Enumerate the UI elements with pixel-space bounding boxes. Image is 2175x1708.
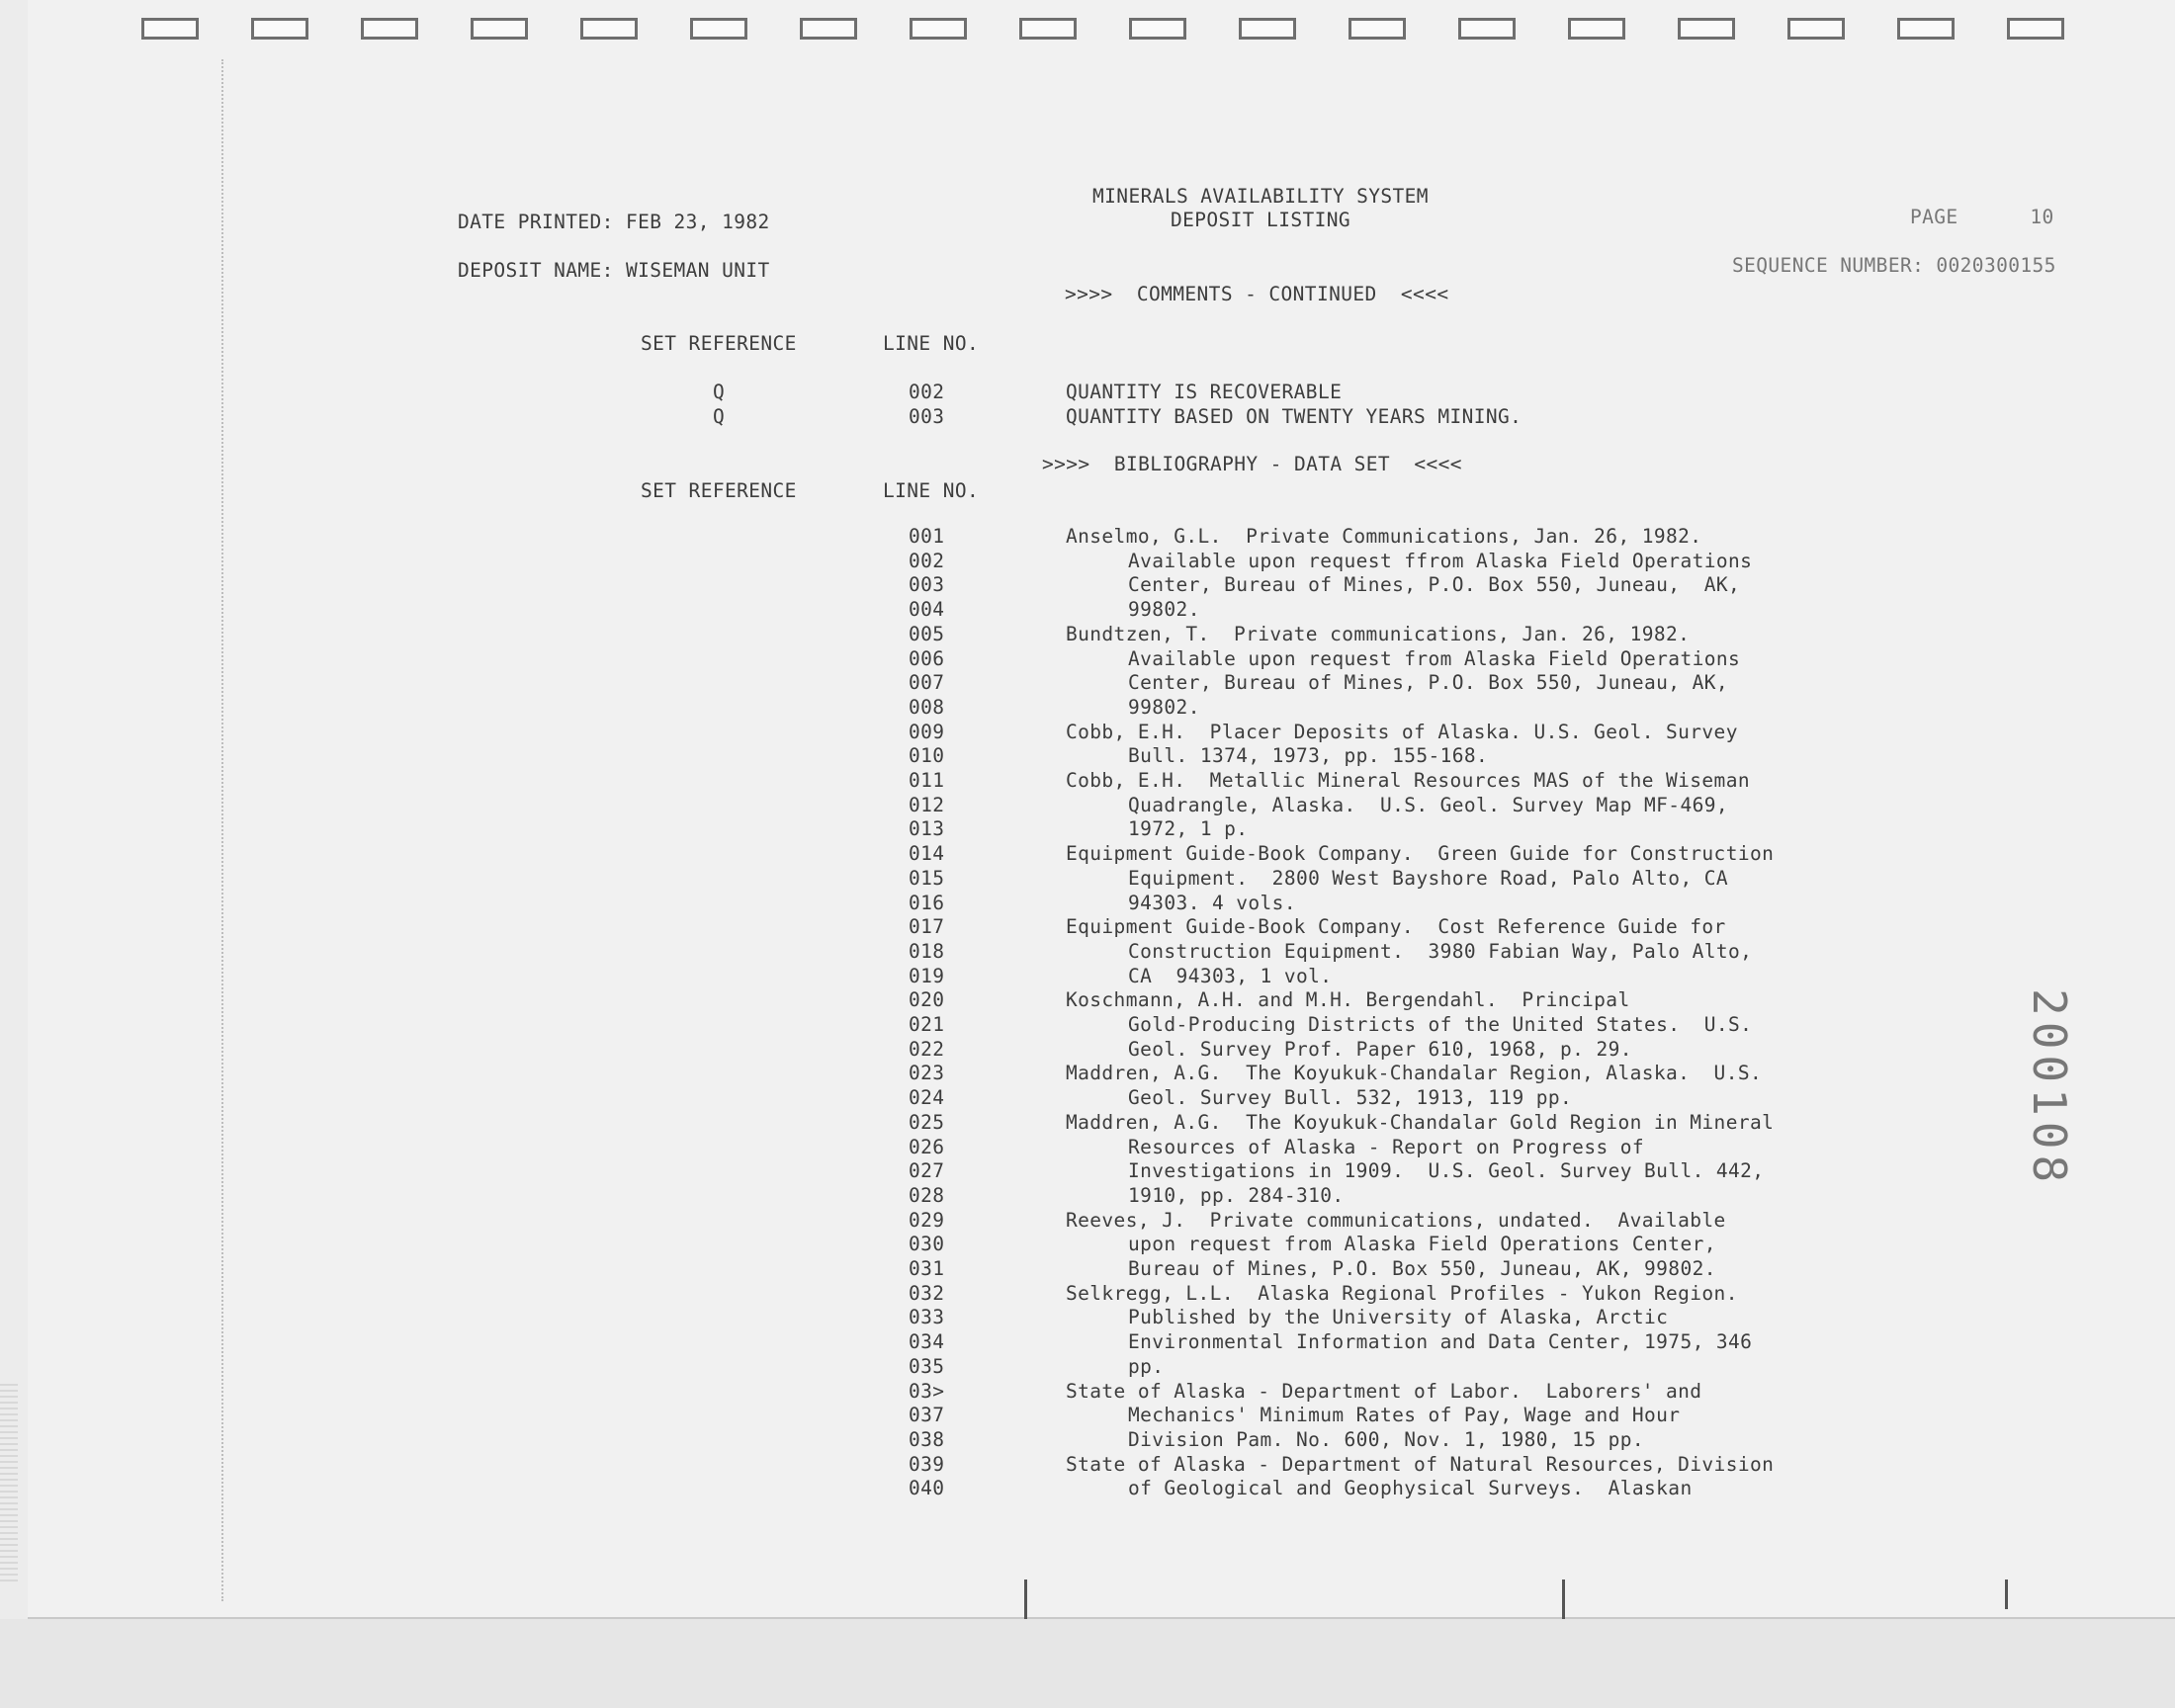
bibliography-text: Equipment Guide-Book Company. Green Guide for Construction — [1066, 842, 1775, 866]
bibliography-line-number: 003 — [909, 573, 945, 597]
bibliography-text: Resources of Alaska - Report on Progress of — [1128, 1135, 1645, 1158]
punch-hole — [1458, 18, 1516, 40]
bibliography-text: Gold-Producing Districts of the United States. U.S. — [1128, 1013, 1753, 1036]
bibliography-text: pp. — [1128, 1354, 1165, 1378]
bibliography-section-title: >>>> BIBLIOGRAPHY - DATA SET <<<< — [1042, 453, 1462, 475]
binding-mark — [1562, 1580, 1565, 1619]
punch-hole — [361, 18, 418, 40]
bibliography-text: CA 94303, 1 vol. — [1128, 964, 1333, 987]
bibliography-line-number: 034 — [909, 1330, 945, 1354]
bibliography-text: Bureau of Mines, P.O. Box 550, Juneau, AK, 99802. — [1128, 1257, 1716, 1280]
punch-hole — [1348, 18, 1406, 40]
margin-stamp-number: 200108 — [2023, 988, 2076, 1189]
punch-hole — [1897, 18, 1955, 40]
bibliography-line-number: 039 — [909, 1452, 945, 1476]
bibliography-line-number: 009 — [909, 720, 945, 743]
bibliography-text: Bull. 1374, 1973, pp. 155-168. — [1128, 744, 1489, 768]
bibliography-line-number: 008 — [909, 695, 945, 719]
system-title: MINERALS AVAILABILITY SYSTEM — [1092, 185, 1429, 208]
bibliography-text: 99802. — [1128, 695, 1200, 719]
bibliography-line-number: 025 — [909, 1110, 945, 1134]
bibliography-text: Reeves, J. Private communications, undated. Available — [1066, 1208, 1726, 1232]
printout-sheet — [28, 0, 2175, 1619]
bibliography-text: Available upon request from Alaska Field Operations — [1128, 646, 1741, 670]
deposit-name: DEPOSIT NAME: WISEMAN UNIT — [458, 259, 770, 282]
bibliography-line-number: 002 — [909, 549, 945, 572]
bibliography-col-set-reference: SET REFERENCE — [641, 479, 797, 502]
bibliography-line-number: 012 — [909, 793, 945, 816]
bibliography-line-number: 037 — [909, 1404, 945, 1427]
bibliography-line-number: 031 — [909, 1257, 945, 1280]
punch-hole — [1568, 18, 1625, 40]
punch-hole — [580, 18, 638, 40]
bibliography-line-number: 020 — [909, 988, 945, 1012]
listing-title: DEPOSIT LISTING — [1170, 209, 1351, 231]
comments-section-title: >>>> COMMENTS - CONTINUED <<<< — [1065, 283, 1449, 305]
bibliography-line-number: 011 — [909, 769, 945, 792]
punch-hole — [910, 18, 967, 40]
bibliography-text: Center, Bureau of Mines, P.O. Box 550, Juneau, AK, — [1128, 671, 1728, 695]
bibliography-text: upon request from Alaska Field Operations Center, — [1128, 1233, 1716, 1256]
bibliography-line-number: 018 — [909, 939, 945, 963]
bibliography-line-number: 019 — [909, 964, 945, 987]
bibliography-text: Published by the University of Alaska, Arctic — [1128, 1306, 1669, 1329]
comment-set-reference: Q — [713, 405, 726, 428]
bibliography-line-number: 004 — [909, 598, 945, 622]
bibliography-line-number: 026 — [909, 1135, 945, 1158]
comment-text: QUANTITY IS RECOVERABLE — [1066, 381, 1343, 403]
comments-col-set-reference: SET REFERENCE — [641, 332, 797, 355]
bibliography-line-number: 016 — [909, 891, 945, 914]
scanner-bed-strip — [0, 1619, 2175, 1708]
perforation-line — [221, 59, 223, 1601]
punch-hole — [1019, 18, 1077, 40]
bibliography-line-number: 03> — [909, 1379, 945, 1403]
edge-marks — [0, 1384, 18, 1581]
bibliography-text: Quadrangle, Alaska. U.S. Geol. Survey Map MF-469, — [1128, 793, 1728, 816]
bibliography-text: Division Pam. No. 600, Nov. 1, 1980, 15 pp. — [1128, 1427, 1645, 1451]
tractor-feed-holes — [28, 0, 2175, 59]
bibliography-line-number: 005 — [909, 622, 945, 645]
binding-mark — [1024, 1580, 1027, 1619]
bibliography-text: Maddren, A.G. The Koyukuk-Chandalar Gold Region in Mineral — [1066, 1110, 1775, 1134]
bibliography-line-number: 027 — [909, 1159, 945, 1183]
bibliography-text: Cobb, E.H. Placer Deposits of Alaska. U.S. Geol. Survey — [1066, 720, 1738, 743]
bibliography-line-number: 023 — [909, 1062, 945, 1085]
bibliography-text: Cobb, E.H. Metallic Mineral Resources MAS of the Wiseman — [1066, 769, 1750, 792]
bibliography-text: Construction Equipment. 3980 Fabian Way, Palo Alto, — [1128, 939, 1753, 963]
bibliography-col-line-no: LINE NO. — [883, 479, 980, 502]
punch-hole — [2007, 18, 2064, 40]
punch-hole — [1129, 18, 1186, 40]
bibliography-line-number: 015 — [909, 866, 945, 890]
punch-hole — [471, 18, 528, 40]
bibliography-text: Environmental Information and Data Center, 1975, 346 — [1128, 1330, 1753, 1354]
bibliography-line-number: 017 — [909, 915, 945, 939]
bibliography-text: Center, Bureau of Mines, P.O. Box 550, Juneau, AK, — [1128, 573, 1741, 597]
bibliography-line-number: 014 — [909, 842, 945, 866]
bibliography-line-number: 001 — [909, 525, 945, 548]
bibliography-text: Selkregg, L.L. Alaska Regional Profiles - Yukon Region. — [1066, 1281, 1738, 1305]
bibliography-text: State of Alaska - Department of Natural Resources, Division — [1066, 1452, 1775, 1476]
bibliography-text: 1910, pp. 284-310. — [1128, 1183, 1345, 1207]
comment-line-number: 002 — [909, 381, 945, 403]
bibliography-line-number: 021 — [909, 1013, 945, 1036]
punch-hole — [1787, 18, 1845, 40]
binding-mark — [2005, 1580, 2008, 1609]
bibliography-text: 99802. — [1128, 598, 1200, 622]
punch-hole — [690, 18, 747, 40]
bibliography-text: Equipment Guide-Book Company. Cost Reference Guide for — [1066, 915, 1726, 939]
bibliography-text: State of Alaska - Department of Labor. Laborers' and — [1066, 1379, 1702, 1403]
bibliography-text: Investigations in 1909. U.S. Geol. Survey Bull. 442, — [1128, 1159, 1765, 1183]
bibliography-line-number: 022 — [909, 1037, 945, 1061]
comment-set-reference: Q — [713, 381, 726, 403]
comments-col-line-no: LINE NO. — [883, 332, 980, 355]
bibliography-text: Maddren, A.G. The Koyukuk-Chandalar Region, Alaska. U.S. — [1066, 1062, 1763, 1085]
punch-hole — [800, 18, 857, 40]
bibliography-line-number: 030 — [909, 1233, 945, 1256]
bibliography-line-number: 040 — [909, 1477, 945, 1500]
bibliography-line-number: 024 — [909, 1086, 945, 1110]
bibliography-line-number: 006 — [909, 646, 945, 670]
bibliography-text: 1972, 1 p. — [1128, 817, 1249, 841]
bibliography-text: Equipment. 2800 West Bayshore Road, Palo Alto, CA — [1128, 866, 1728, 890]
comment-text: QUANTITY BASED ON TWENTY YEARS MINING. — [1066, 405, 1522, 428]
bibliography-text: Geol. Survey Bull. 532, 1913, 119 pp. — [1128, 1086, 1573, 1110]
bibliography-text: of Geological and Geophysical Surveys. Alaskan — [1128, 1477, 1693, 1500]
punch-hole — [1678, 18, 1735, 40]
bibliography-text: Bundtzen, T. Private communications, Jan. 26, 1982. — [1066, 622, 1691, 645]
punch-hole — [251, 18, 308, 40]
bibliography-line-number: 010 — [909, 744, 945, 768]
comment-line-number: 003 — [909, 405, 945, 428]
bibliography-text: Koschmann, A.H. and M.H. Bergendahl. Principal — [1066, 988, 1630, 1012]
bibliography-text: 94303. 4 vols. — [1128, 891, 1296, 914]
bibliography-text: Anselmo, G.L. Private Communications, Jan. 26, 1982. — [1066, 525, 1702, 548]
bibliography-line-number: 038 — [909, 1427, 945, 1451]
bibliography-line-number: 013 — [909, 817, 945, 841]
page-number: PAGE 10 — [1910, 206, 2054, 228]
bibliography-line-number: 028 — [909, 1183, 945, 1207]
punch-hole — [1239, 18, 1296, 40]
bibliography-text: Mechanics' Minimum Rates of Pay, Wage and Hour — [1128, 1404, 1681, 1427]
bibliography-text: Available upon request ffrom Alaska Field Operations — [1128, 549, 1753, 572]
bibliography-line-number: 007 — [909, 671, 945, 695]
bibliography-line-number: 035 — [909, 1354, 945, 1378]
date-printed: DATE PRINTED: FEB 23, 1982 — [458, 211, 770, 233]
bibliography-line-number: 029 — [909, 1208, 945, 1232]
sequence-number: SEQUENCE NUMBER: 0020300155 — [1732, 254, 2056, 277]
bibliography-text: Geol. Survey Prof. Paper 610, 1968, p. 29. — [1128, 1037, 1632, 1061]
punch-hole — [141, 18, 199, 40]
bibliography-line-number: 033 — [909, 1306, 945, 1329]
bibliography-line-number: 032 — [909, 1281, 945, 1305]
